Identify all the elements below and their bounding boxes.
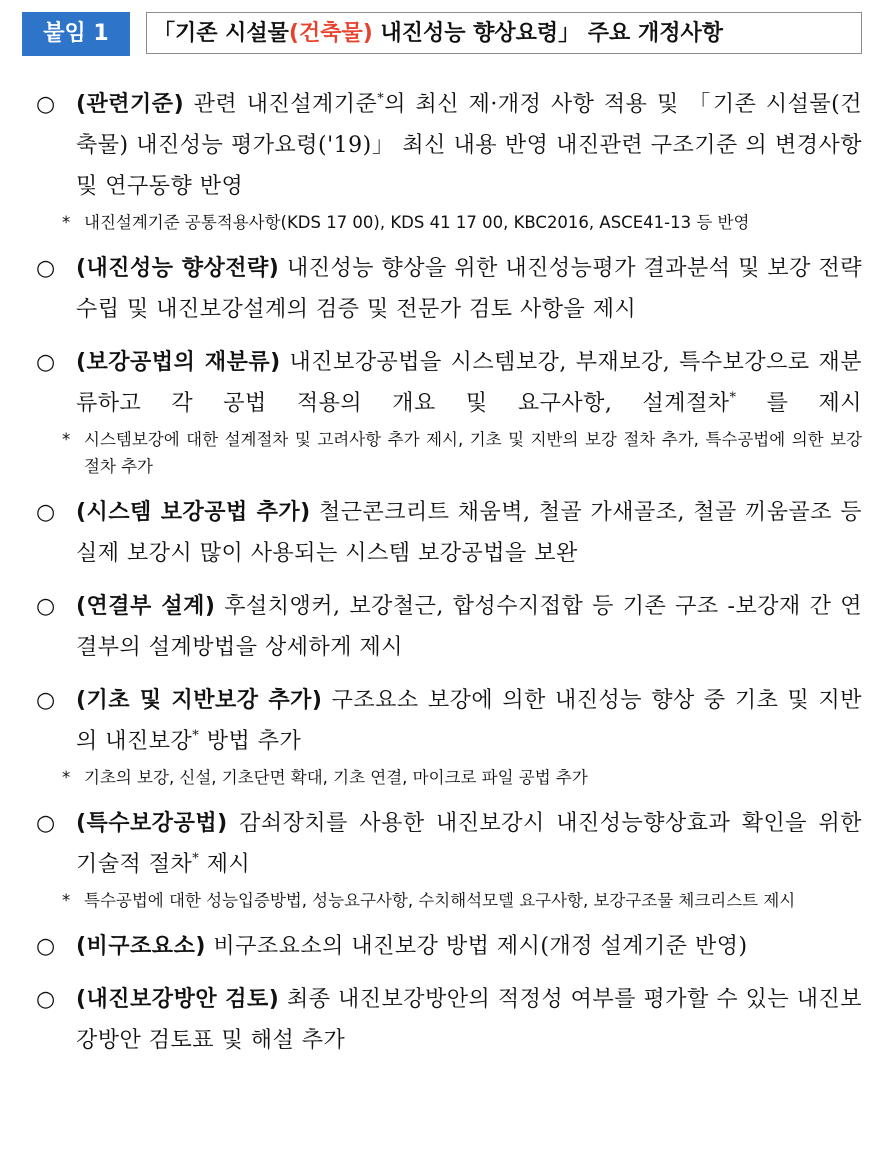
- item-body: [76, 926, 862, 967]
- note-asterisk: *: [62, 891, 71, 910]
- item-heading: (비구조요소): [76, 934, 206, 959]
- item-text: 관련 내진설계기준: [184, 92, 378, 117]
- item-body: [76, 492, 862, 574]
- item-text: 비구조요소의 내진보강 방법 제시(개정 설계기준 반영): [205, 934, 748, 959]
- item-heading: (보강공법의 재분류): [76, 350, 281, 375]
- item-text: 감쇠장치를 사용한 내진보강시 내진성능향상효과 확인을 위한 기술적 절차: [76, 811, 862, 877]
- bullet-icon: ○: [36, 934, 56, 959]
- item-text: 구조요소 보강에 의한 내진성능 향상 중 기초 및 지반의 내진보강: [76, 688, 863, 754]
- note-asterisk: *: [62, 430, 71, 449]
- list-item: [36, 926, 862, 967]
- item-note: [62, 426, 862, 480]
- list-item: [36, 248, 862, 330]
- note-asterisk: *: [62, 768, 71, 787]
- list-item: [36, 680, 862, 791]
- item-note: [62, 209, 862, 236]
- bullet-icon: ○: [36, 500, 56, 525]
- list-item: [36, 979, 862, 1061]
- title-text-close: 내진성능 향상요령」 주요 개정사항: [372, 21, 723, 46]
- item-text: 후설치앵커, 보강철근, 합성수지접합 등 기존 구조 -보강재 간 연결부의 설계방법을 상세하게 제시: [76, 594, 862, 660]
- footnote-marker: *: [377, 91, 385, 107]
- footnote-marker: *: [192, 728, 200, 744]
- item-body: [76, 84, 862, 207]
- list-item: [36, 586, 862, 668]
- bullet-icon: ○: [36, 811, 56, 836]
- item-body: [76, 979, 862, 1061]
- document-title: [146, 12, 862, 54]
- item-heading: (내진보강방안 검토): [76, 987, 280, 1012]
- note-asterisk: *: [62, 213, 71, 232]
- item-text-cont: 방법 추가: [199, 729, 302, 754]
- title-text-accent: (건축물): [288, 21, 373, 46]
- list-item: [36, 342, 862, 480]
- footnote-marker: *: [192, 851, 200, 867]
- item-note: [62, 764, 862, 791]
- item-heading: (특수보강공법): [76, 811, 228, 836]
- list-item: [36, 84, 862, 236]
- revision-list: [36, 84, 862, 1073]
- bullet-icon: ○: [36, 350, 56, 375]
- item-body: [76, 248, 862, 330]
- item-heading: (기초 및 지반보강 추가): [76, 688, 323, 713]
- note-text: 특수공법에 대한 성능입증방법, 성능요구사항, 수치해석모델 요구사항, 보강구조물 체크리스트 제시: [84, 891, 796, 910]
- footnote-marker: *: [729, 390, 737, 406]
- item-text-cont: 제시: [199, 852, 251, 877]
- item-text: 내진보강공법을 시스템보강, 부재보강, 특수보강으로 재분류하고 각 공법 적용의 개요 및 요구사항, 설계절차: [76, 350, 862, 416]
- header: [22, 12, 862, 56]
- item-body: [76, 680, 862, 762]
- bullet-icon: ○: [36, 594, 56, 619]
- item-heading: (시스템 보강공법 추가): [76, 500, 311, 525]
- note-text: 내진설계기준 공통적용사항(KDS 17 00), KDS 41 17 00, KBC2016, ASCE41-13 등 반영: [84, 213, 750, 232]
- bullet-icon: ○: [36, 688, 56, 713]
- item-body: [76, 586, 862, 668]
- bullet-icon: ○: [36, 987, 56, 1012]
- item-heading: (연결부 설계): [76, 594, 216, 619]
- item-text-cont: 를 제시: [736, 391, 862, 416]
- note-text: 시스템보강에 대한 설계절차 및 고려사항 추가 제시, 기초 및 지반의 보강 절차 추가, 특수공법에 의한 보강 절차 추가: [84, 430, 862, 476]
- title-text-open: 「기존 시설물: [153, 21, 289, 46]
- item-text: 철근콘크리트 채움벽, 철골 가새골조, 철골 끼움골조 등 실제 보강시 많이 사용되는 시스템 보강공법을 보완: [76, 500, 863, 566]
- item-text: 내진성능 향상을 위한 내진성능평가 결과분석 및 보강 전략 수립 및 내진보강설계의 검증 및 전문가 검토 사항을 제시: [76, 256, 862, 322]
- item-body: [76, 803, 862, 885]
- item-text-cont: 의 최신 제·개정 사항 적용 및 「기존 시설물(건축물) 내진성능 평가요령('19)」 최신 내용 반영 내진관련 구조기준 의 변경사항 및 연구동향 반영: [76, 92, 862, 199]
- attachment-badge: 붙임 1: [22, 12, 130, 56]
- note-text: 기초의 보강, 신설, 기초단면 확대, 기초 연결, 마이크로 파일 공법 추가: [84, 768, 588, 787]
- bullet-icon: ○: [36, 92, 56, 117]
- item-note: [62, 887, 862, 914]
- item-heading: (관련기준): [76, 92, 185, 117]
- list-item: [36, 492, 862, 574]
- item-text: 최종 내진보강방안의 적정성 여부를 평가할 수 있는 내진보강방안 검토표 및 해설 추가: [76, 987, 862, 1053]
- item-heading: (내진성능 향상전략): [76, 256, 280, 281]
- bullet-icon: ○: [36, 256, 56, 281]
- list-item: [36, 803, 862, 914]
- item-body: [76, 342, 862, 424]
